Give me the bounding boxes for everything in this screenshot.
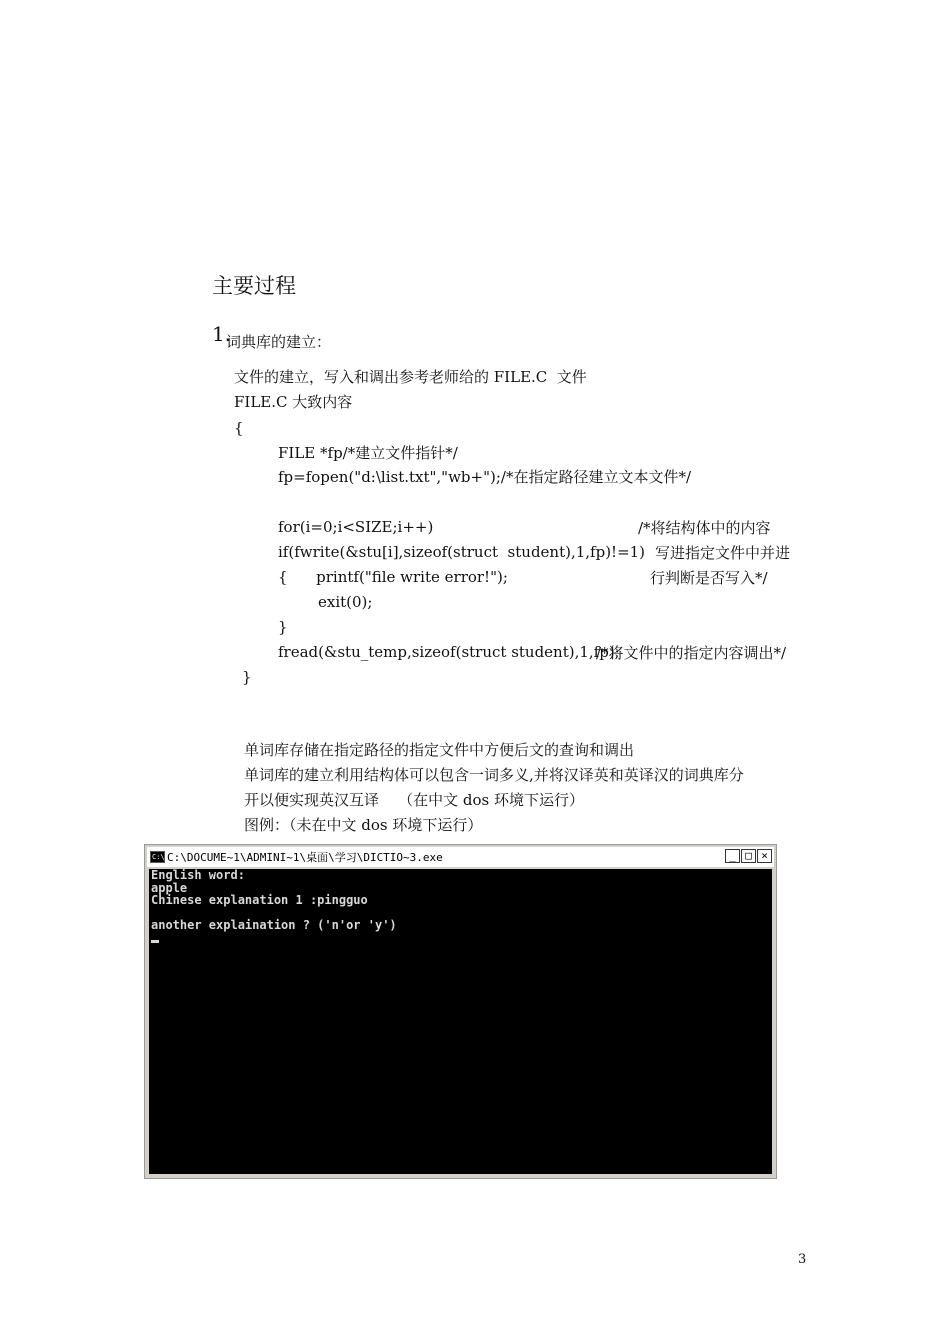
console-line: another explaination ? ('n'or 'y') — [151, 918, 397, 932]
code-comment-a1: /*将结构体中的内容 — [638, 519, 771, 537]
section-number: 1. — [212, 322, 232, 346]
window-buttons — [725, 849, 772, 863]
intro-line-2: FILE.C 大致内容 — [234, 393, 353, 411]
code-line-5: { printf("file write error!"); — [278, 568, 508, 586]
code-line-8: fread(&stu_temp,sizeof(struct student),1,fp); — [278, 643, 620, 661]
section-title: 词典库的建立： — [226, 333, 332, 351]
console-window-screenshot — [144, 844, 777, 1179]
console-title: C:\DOCUME~1\ADMINI~1\桌面\学习\DICTIO~3.exe — [167, 851, 443, 864]
paragraph-2: 单词库的建立利用结构体可以包含一词多义,并将汉译英和英译汉的词典库分 — [244, 766, 744, 784]
code-comment-a3: 行判断是否写入*/ — [650, 569, 768, 587]
console-line: English word: — [151, 868, 245, 882]
page-number: 3 — [798, 1252, 807, 1267]
console-line: Chinese explanation 1 :pingguo — [151, 893, 368, 907]
code-comment-b: /*将文件中的指定内容调出*/ — [596, 644, 787, 662]
figure-caption: 图例：（未在中文 dos 环境下运行） — [244, 816, 483, 834]
code-line-1: FILE *fp/*建立文件指针*/ — [278, 444, 458, 462]
paragraph-3: 开以便实现英汉互译 （在中文 dos 环境下运行） — [244, 791, 584, 809]
paragraph-1: 单词库存储在指定路径的指定文件中方便后文的查询和调出 — [244, 741, 635, 759]
page-heading: 主要过程 — [212, 274, 296, 298]
console-cursor — [151, 940, 159, 943]
code-line-3: for(i=0;i<SIZE;i++) — [278, 518, 434, 536]
code-close-brace: } — [242, 668, 252, 686]
console-titlebar — [147, 847, 774, 867]
code-line-7: } — [278, 618, 288, 636]
code-line-6: exit(0); — [318, 593, 373, 611]
intro-line-1: 文件的建立，写入和调出参考老师给的 FILE.C 文件 — [234, 368, 587, 386]
code-open-brace: { — [234, 419, 244, 437]
console-app-icon: C:\ — [152, 853, 165, 861]
code-comment-a2: 写进指定文件中并进 — [655, 544, 791, 562]
maximize-icon: □ — [741, 849, 756, 863]
console-screen — [149, 869, 772, 1174]
console-line: apple — [151, 880, 188, 895]
minimize-icon: _ — [725, 849, 740, 863]
code-line-2: fp=fopen("d:\list.txt","wb+");/*在指定路径建立文本文件*/ — [278, 468, 691, 486]
code-line-4: if(fwrite(&stu[i],sizeof(struct student),1,fp)!=1) — [278, 543, 646, 561]
close-icon: × — [757, 849, 772, 863]
